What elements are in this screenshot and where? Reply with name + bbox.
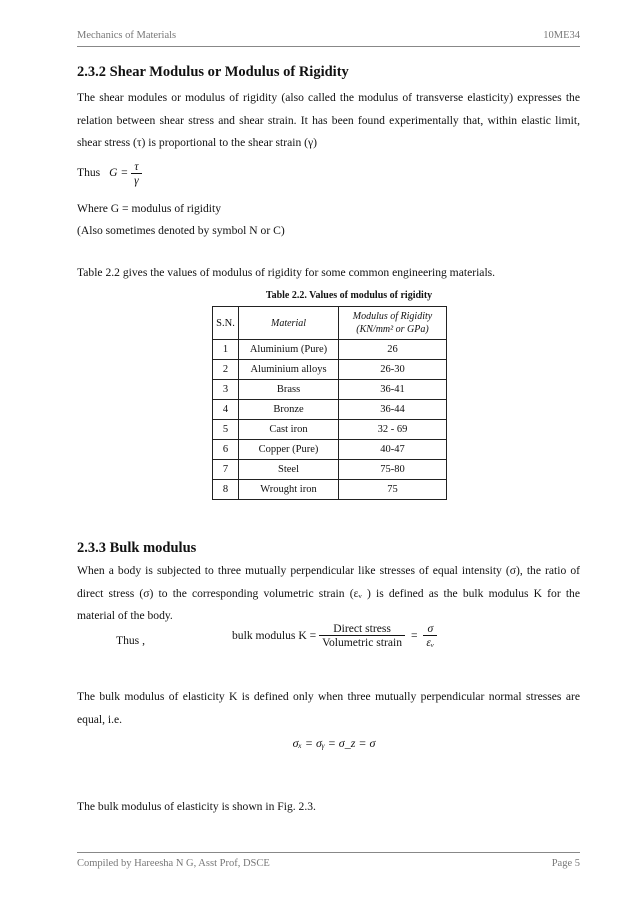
table-row: 1 Aluminium (Pure) 26: [213, 340, 447, 360]
bulk-condition-paragraph: The bulk modulus of elasticity K is defined only when three mutually perpendicular normal stresses are equal, i.e.: [77, 690, 580, 726]
bulk-fraction-symbols: $\frac{\sigma}{\text{εᵥ}}$: [423, 622, 437, 649]
table-caption: Table 2.2. Values of modulus of rigidity: [265, 290, 433, 301]
rigidity-table: [212, 306, 447, 500]
page-number: Page 5: [551, 858, 580, 869]
table-row: 4 Bronze 36-44: [213, 400, 447, 420]
section-heading-shear: 2.3.2 Shear Modulus or Modulus of Rigidity: [77, 64, 349, 80]
footer-credit: Compiled by Hareesha N G, Asst Prof, DSCE: [77, 858, 270, 869]
table-row: 3 Brass 36-41: [213, 380, 447, 400]
table-intro: Table 2.2 gives the values of modulus of rigidity for some common engineering materials.: [77, 266, 496, 279]
header-title: Mechanics of Materials: [77, 30, 177, 41]
where-line: Where G = modulus of rigidity: [77, 202, 222, 215]
bulk-formula: bulk modulus K = $\frac{\text{Direct stress}}{\text{Volumetric strain}}$ = $\frac{\sigma}{\text{εᵥ}}$: [232, 622, 437, 649]
bulk-thus: Thus ,: [116, 634, 145, 647]
table-row: 6 Copper (Pure) 40-47: [213, 440, 447, 460]
bulk-fraction-words: $\frac{\text{Direct stress}}{\text{Volumetric strain}}$: [319, 622, 405, 649]
table-row: 8 Wrought iron 75: [213, 480, 447, 500]
page-header: [77, 28, 580, 47]
table-row: 7 Steel 75-80: [213, 460, 447, 480]
table-row: 2 Aluminium alloys 26-30: [213, 360, 447, 380]
also-line: (Also sometimes denoted by symbol N or C): [77, 224, 285, 237]
shear-fraction: $\frac{\tau}{\gamma}$: [131, 160, 142, 187]
page-footer: [77, 852, 580, 873]
stress-equation: σₓ = σᵧ = σ_z = σ: [292, 736, 376, 750]
bulk-paragraph: When a body is subjected to three mutually perpendicular like stresses of equal intensity (σ), the ratio of direct stress (σ) to the corresponding volumetric strain (εᵥ ) is defined as the bulk modulus K for the material of the body.: [77, 564, 580, 622]
shear-formula: Thus G = $\frac{\tau}{\gamma}$: [77, 160, 142, 187]
section-heading-bulk: 2.3.3 Bulk modulus: [77, 540, 197, 556]
col-material: Material: [239, 307, 339, 340]
header-code: 10ME34: [543, 30, 580, 41]
figure-reference: The bulk modulus of elasticity is shown in Fig. 2.3.: [77, 800, 316, 813]
col-modulus: Modulus of Rigidity (KN/mm² or GPa): [339, 307, 447, 340]
col-sn: S.N.: [213, 307, 239, 340]
shear-paragraph: The shear modules or modulus of rigidity (also called the modulus of transverse elasticity) expresses the relation between shear stress and shear strain. It has been found experimentally that, within elastic limit, shear stress (τ) is proportional to the shear strain (γ): [77, 91, 580, 149]
table-row: 5 Cast iron 32 - 69: [213, 420, 447, 440]
